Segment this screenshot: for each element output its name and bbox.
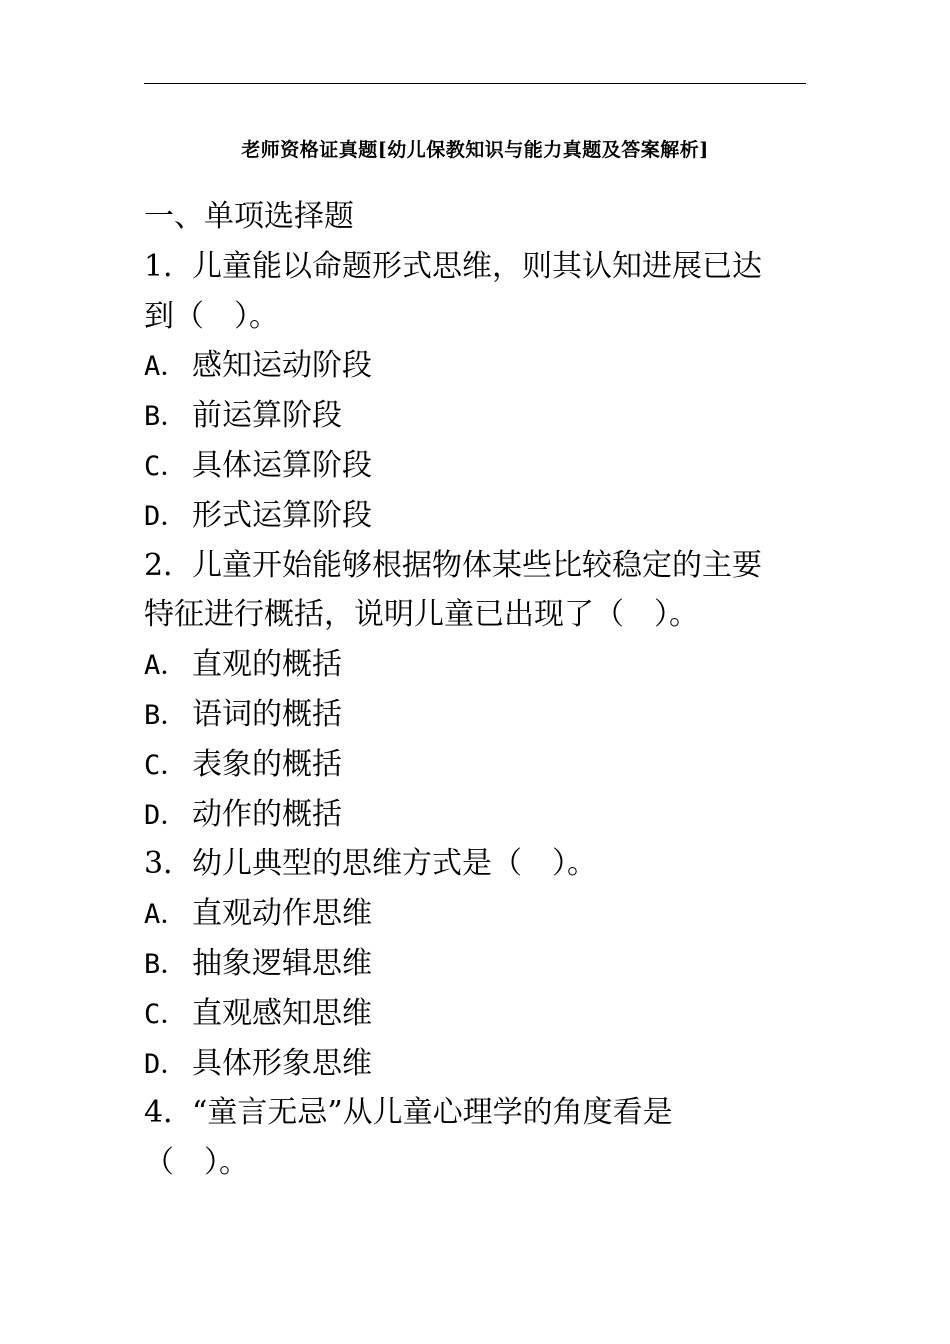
question-2-option-d [144, 790, 806, 840]
option-text: 形式运算阶段 [192, 497, 372, 533]
header-divider [144, 83, 806, 84]
option-key: C． [144, 749, 188, 781]
option-key: B． [144, 699, 188, 731]
option-text: 直观的概括 [192, 647, 342, 683]
option-key: D． [144, 1048, 188, 1080]
question-2-option-b [144, 690, 806, 740]
question-3-option-c [144, 989, 806, 1039]
question-3-stem [144, 839, 806, 889]
question-3-option-d [144, 1039, 806, 1089]
option-key: A． [144, 351, 188, 383]
question-1-stem [144, 242, 806, 292]
option-text: 具体运算阶段 [192, 447, 372, 483]
option-text: 感知运动阶段 [192, 348, 372, 384]
option-text: 具体形象思维 [192, 1045, 372, 1081]
question-4-stem [144, 1088, 806, 1138]
question-2-option-c [144, 740, 806, 790]
option-key: B． [144, 948, 188, 980]
option-text: 前运算阶段 [192, 398, 342, 434]
question-1-stem-continued: 到（ ）。 [144, 298, 279, 334]
question-1-option-b [144, 391, 806, 441]
question-1-option-c [144, 441, 806, 491]
question-text: 幼儿典型的思维方式是（ ）。 [192, 846, 597, 882]
question-1-option-a [144, 341, 806, 391]
option-text: 直观动作思维 [192, 896, 372, 932]
option-key: B． [144, 401, 188, 433]
question-3-option-b [144, 939, 806, 989]
option-key: A． [144, 650, 188, 682]
section-heading: 一、单项选择题 [144, 199, 354, 234]
option-text: 抽象逻辑思维 [192, 945, 372, 981]
option-text: 动作的概括 [192, 796, 342, 832]
option-text: 语词的概括 [192, 696, 342, 732]
question-text: “童言无忌”从儿童心理学的角度看是 [192, 1095, 673, 1131]
document-body [144, 192, 806, 1188]
option-key: D． [144, 500, 188, 532]
question-number: 2． [144, 547, 194, 583]
question-number: 4． [144, 1095, 194, 1131]
option-key: C． [144, 450, 188, 482]
option-key: D． [144, 799, 188, 831]
question-text: 儿童开始能够根据物体某些比较稳定的主要 [192, 547, 762, 583]
question-2-option-a [144, 640, 806, 690]
document-title: 老师资格证真题[幼儿保教知识与能力真题及答案解析] [241, 139, 709, 161]
option-text: 直观感知思维 [192, 995, 372, 1031]
question-2-stem [144, 541, 806, 591]
question-number: 1． [144, 248, 194, 284]
question-3-option-a [144, 889, 806, 939]
option-key: A． [144, 899, 188, 931]
question-number: 3． [144, 846, 194, 882]
question-1-option-d [144, 491, 806, 541]
question-text: 儿童能以命题形式思维，则其认知进展已达 [192, 248, 762, 284]
question-2-stem-continued: 特征进行概括，说明儿童已出现了（ ）。 [144, 597, 699, 633]
option-key: C． [144, 998, 188, 1030]
question-4-stem-continued: （ ）。 [144, 1145, 249, 1181]
option-text: 表象的概括 [192, 746, 342, 782]
